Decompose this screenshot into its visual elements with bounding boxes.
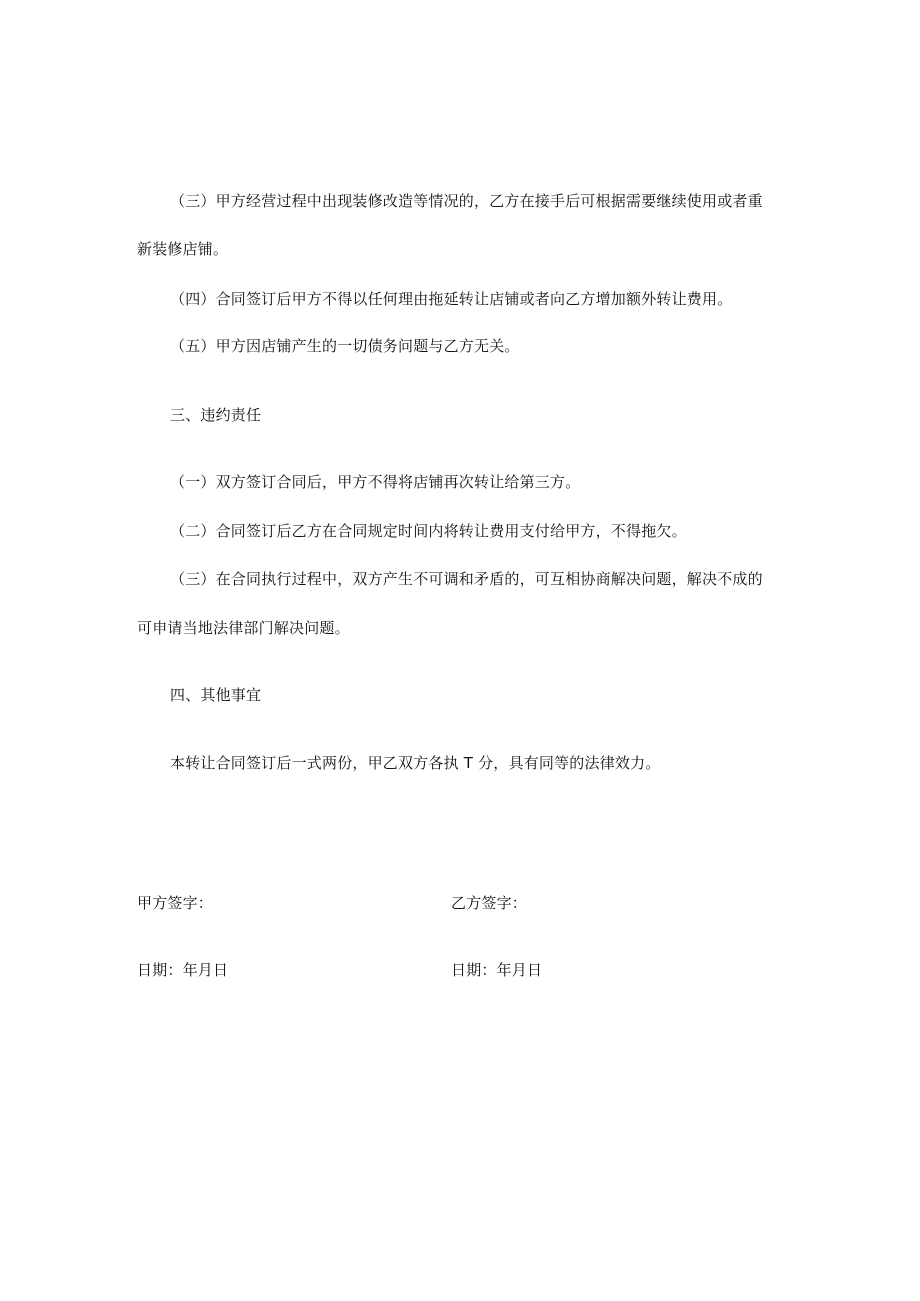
- party-a-date-label: 日期：年月日: [137, 961, 229, 979]
- clause-3-line-2: 新装修店铺。: [137, 240, 229, 258]
- section-3-item-1: （一）双方签订合同后，甲方不得将店铺再次转让给第三方。: [170, 473, 581, 491]
- section-4-body: 本转让合同签订后一式两份，甲乙双方各执 T 分，具有同等的法律效力。: [170, 754, 661, 772]
- party-b-date-label: 日期：年月日: [451, 961, 543, 979]
- clause-3-line-1: （三）甲方经营过程中出现装修改造等情况的，乙方在接手后可根据需要继续使用或者重: [170, 192, 763, 210]
- party-b-signature-label: 乙方签字：: [451, 894, 528, 912]
- clause-4: （四）合同签订后甲方不得以任何理由拖延转让店铺或者向乙方增加额外转让费用。: [170, 290, 733, 308]
- section-3-item-3-line-2: 可申请当地法律部门解决问题。: [137, 619, 350, 637]
- section-3-heading: 三、违约责任: [170, 406, 262, 424]
- clause-5: （五）甲方因店铺产生的一切债务问题与乙方无关。: [170, 337, 520, 355]
- party-a-signature-label: 甲方签字：: [137, 894, 214, 912]
- section-3-item-3-line-1: （三）在合同执行过程中，双方产生不可调和矛盾的，可互相协商解决问题，解决不成的: [170, 570, 763, 588]
- section-3-item-2: （二）合同签订后乙方在合同规定时间内将转让费用支付给甲方，不得拖欠。: [170, 522, 687, 540]
- section-4-heading: 四、其他事宜: [170, 686, 262, 704]
